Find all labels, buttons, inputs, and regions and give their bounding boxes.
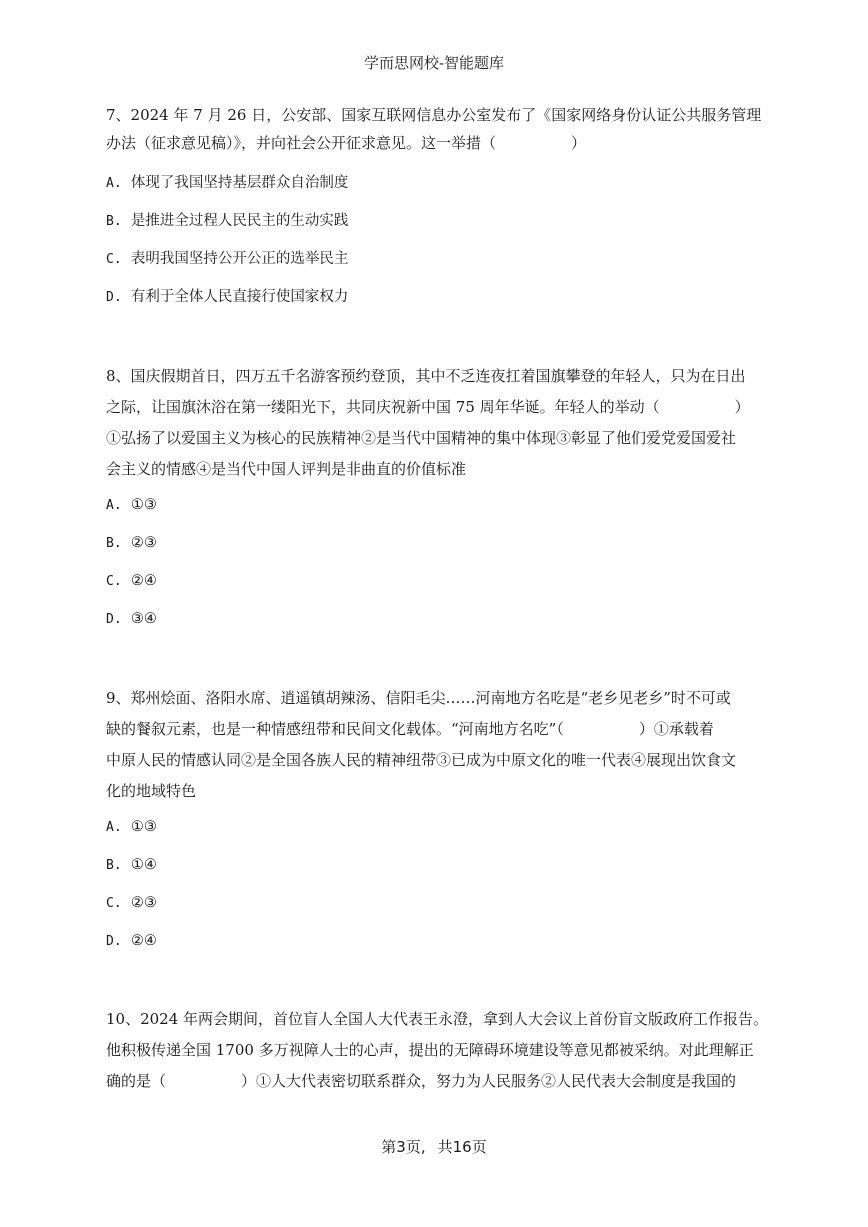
question-8 (106, 362, 786, 483)
option-a: A. 体现了我国坚持基层群众自治制度 (106, 175, 349, 191)
question-stem-line: 9、郑州烩面、洛阳水席、逍遥镇胡辣汤、信阳毛尖……河南地方名吃是“老乡见老乡”时不可或 (106, 689, 731, 707)
option-d: D. ③④ (106, 611, 157, 627)
question-stem-line: 8、国庆假期首日，四万五千名游客预约登顶，其中不乏连夜扛着国旗攀登的年轻人，只为在日出 (106, 367, 746, 385)
option-c: C. 表明我国坚持公开公正的选举民主 (106, 251, 349, 267)
question-stem-line: 之际，让国旗沐浴在第一缕阳光下，共同庆祝新中国 75 周年华诞。年轻人的举动（ ） (106, 398, 750, 416)
question-stem-line: 会主义的情感④是当代中国人评判是非曲直的价值标准 (106, 460, 467, 478)
option-d: D. ②④ (106, 933, 157, 949)
page-number: 第3页, (381, 1138, 426, 1156)
option-a: A. ①③ (106, 819, 157, 835)
options-8 (106, 491, 786, 633)
options-9 (106, 813, 786, 955)
question-stem-line: 确的是（ ）①人大代表密切联系群众，努力为人民服务②人民代表大会制度是我国的 (106, 1072, 737, 1090)
question-stem-line: ①弘扬了以爱国主义为核心的民族精神②是当代中国精神的集中体现③彰显了他们爱党爱国爱社 (106, 429, 737, 447)
option-c: C. ②③ (106, 895, 157, 911)
option-a: A. ①③ (106, 497, 157, 513)
question-10 (106, 1005, 786, 1095)
question-stem-line: 办法（征求意见稿）》，并向社会公开征求意见。这一举措（ ） (106, 134, 587, 152)
question-9 (106, 684, 786, 805)
option-b: B. ①④ (106, 857, 157, 873)
question-stem-line: 化的地域特色 (106, 782, 197, 800)
question-stem-line: 他积极传递全国 1700 多万视障人士的心声，提出的无障碍环境建设等意见都被采纳。对此理解正 (106, 1041, 754, 1059)
question-stem-line: 缺的餐叙元素，也是一种情感纽带和民间文化载体。“河南地方名吃”（ ）①承载着 (106, 720, 714, 738)
page-total: 共16页 (437, 1138, 487, 1156)
options-7 (106, 169, 786, 311)
question-stem-line: 10、2024 年两会期间，首位盲人全国人大代表王永澄，拿到人大会议上首份盲文版政府工作报告。 (106, 1010, 769, 1028)
question-7 (106, 101, 786, 157)
question-stem-line: 7、2024 年 7 月 26 日，公安部、国家互联网信息办公室发布了《国家网络身份认证公共服务管理 (106, 106, 762, 124)
question-stem-line: 中原人民的情感认同②是全国各族人民的精神纽带③已成为中原文化的唯一代表④展现出饮食文 (106, 751, 737, 769)
page-footer (0, 1136, 868, 1157)
page-header: 学而思网校-智能题库 (363, 54, 505, 72)
option-d: D. 有利于全体人民直接行使国家权力 (106, 289, 349, 305)
option-b: B. 是推进全过程人民民主的生动实践 (106, 213, 349, 229)
option-c: C. ②④ (106, 573, 157, 589)
option-b: B. ②③ (106, 535, 157, 551)
